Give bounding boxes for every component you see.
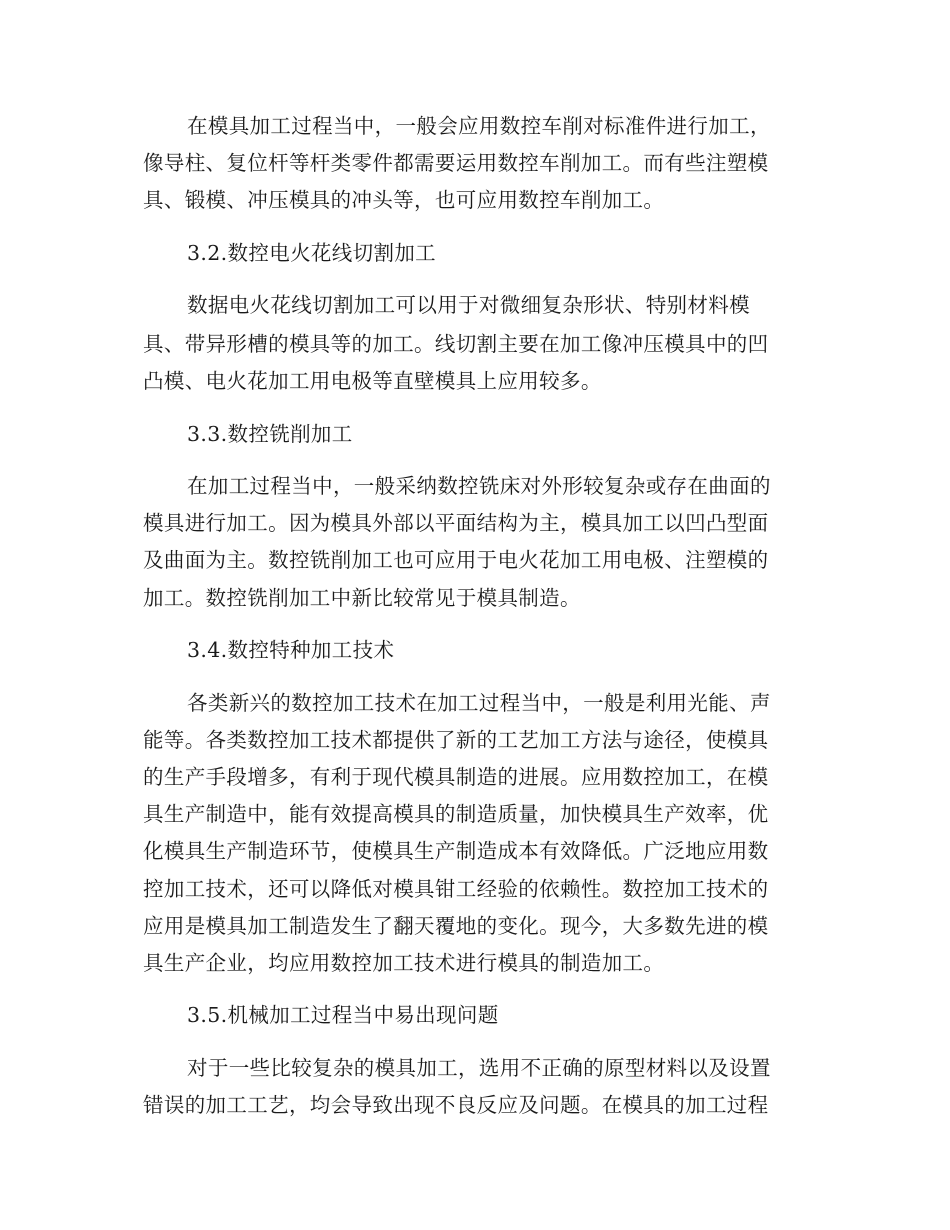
paragraph-line: 凸模、电火花加工用电极等直壁模具上应用较多。 bbox=[143, 369, 602, 393]
paragraph-line: 具、锻模、冲压模具的冲头等，也可应用数控车削加工。 bbox=[143, 188, 665, 212]
paragraph-line: 在模具加工过程当中，一般会应用数控车削对标准件进行加工， bbox=[187, 114, 771, 138]
paragraph-line: 能等。各类数控加工技术都提供了新的工艺加工方法与途径，使模具 bbox=[143, 728, 769, 752]
paragraph-line: 在加工过程当中，一般采纳数控铣床对外形较复杂或存在曲面的 bbox=[187, 474, 771, 498]
paragraph-line: 具生产制造中，能有效提高模具的制造质量，加快模具生产效率，优 bbox=[143, 802, 769, 826]
paragraph-line: 像导柱、复位杆等杆类零件都需要运用数控车削加工。而有些注塑模 bbox=[143, 151, 769, 175]
paragraph-line: 应用是模具加工制造发生了翻天覆地的变化。现今，大多数先进的模 bbox=[143, 914, 769, 938]
paragraph-line: 对于一些比较复杂的模具加工，选用不正确的原型材料以及设置 bbox=[187, 1056, 771, 1080]
paragraph-line: 数据电火花线切割加工可以用于对微细复杂形状、特别材料模 bbox=[187, 293, 750, 317]
paragraph-line: 具、带异形槽的模具等的加工。线切割主要在加工像冲压模具中的凹 bbox=[143, 332, 769, 356]
section-heading-3-5: 3.5.机械加工过程当中易出现问题 bbox=[187, 1003, 499, 1027]
paragraph-line: 错误的加工工艺，均会导致出现不良反应及问题。在模具的加工过程 bbox=[143, 1093, 769, 1117]
paragraph-line: 的生产手段增多，有利于现代模具制造的进展。应用数控加工，在模 bbox=[143, 765, 769, 789]
paragraph-line: 控加工技术，还可以降低对模具钳工经验的依赖性。数控加工技术的 bbox=[143, 877, 769, 901]
paragraph-line: 模具进行加工。因为模具外部以平面结构为主，模具加工以凹凸型面 bbox=[143, 511, 769, 535]
section-heading-3-2: 3.2.数控电火花线切割加工 bbox=[187, 241, 437, 265]
paragraph-line: 化模具生产制造环节，使模具生产制造成本有效降低。广泛地应用数 bbox=[143, 839, 769, 863]
paragraph-line: 具生产企业，均应用数控加工技术进行模具的制造加工。 bbox=[143, 951, 665, 975]
paragraph-line: 加工。数控铣削加工中新比较常见于模具制造。 bbox=[143, 586, 581, 610]
paragraph-line: 各类新兴的数控加工技术在加工过程当中，一般是利用光能、声 bbox=[187, 691, 771, 715]
section-heading-3-4: 3.4.数控特种加工技术 bbox=[187, 638, 395, 662]
section-heading-3-3: 3.3.数控铣削加工 bbox=[187, 422, 353, 446]
paragraph-line: 及曲面为主。数控铣削加工也可应用于电火花加工用电极、注塑模的 bbox=[143, 548, 769, 572]
